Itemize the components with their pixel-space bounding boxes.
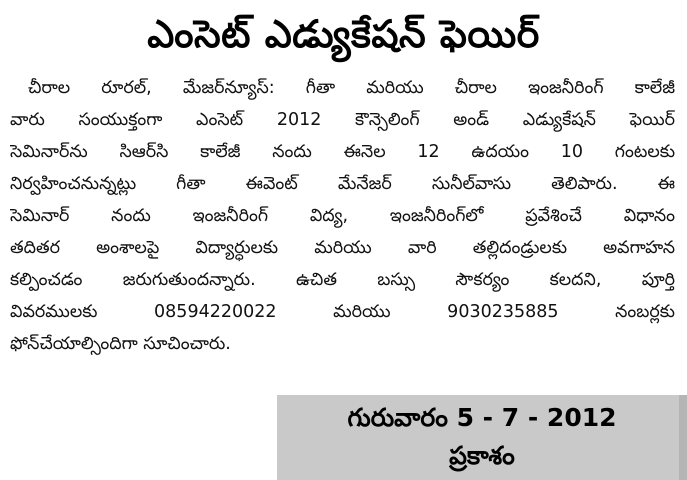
article-line: నిర్వహించనున్నట్లు గీతా ఈవెంట్ మేనేజర్ సునీల్‌వాసు తెలిపారు. ఈ bbox=[10, 174, 675, 194]
newspaper-edition: ప్రకాశం bbox=[449, 441, 515, 470]
article-line: ఫోన్‌చేయాల్సిందిగా సూచించారు. bbox=[10, 334, 231, 354]
headline: ఎంసెట్ ఎడ్యుకేషన్ ఫెయిర్ bbox=[147, 12, 540, 56]
article-line: వారు సంయుక్తంగా ఎంసెట్ 2012 కౌన్సెలింగ్ అండ్ ఎడ్యుకేషన్ ఫెయిర్ bbox=[10, 110, 675, 130]
dateline-box bbox=[277, 395, 687, 480]
article-line: వివరములకు 08594220022 మరియు 9030235885 నంబర్లకు bbox=[10, 302, 675, 322]
article-line: సెమినార్‌ను సిఆర్‌సి కాలేజీ నందు ఈనెల 12 ఉదయం 10 గంటలకు bbox=[10, 142, 675, 162]
article-line: తదితర అంశాలపై విద్యార్ధులకు మరియు వారి తల్లిదండ్రులకు అవగాహన bbox=[10, 238, 675, 258]
publication-date: గురువారం 5 - 7 - 2012 bbox=[347, 403, 617, 432]
article-body bbox=[10, 72, 675, 360]
article-line: చీరాల రూరల్, మేజర్‌న్యూస్: గీతా మరియు చీరాల ఇంజనీరింగ్ కాలేజీ bbox=[28, 78, 675, 98]
scan-edge bbox=[679, 395, 687, 480]
article-line: సెమినార్ నందు ఇంజనీరింగ్ విద్య, ఇంజనీరింగ్‌లో ప్రవేశించే విధానం bbox=[10, 206, 675, 226]
article-line: కల్పించడం జరుగుతుందన్నారు. ఉచిత బస్సు సౌకర్యం కలదని, పూర్తి bbox=[10, 270, 675, 290]
